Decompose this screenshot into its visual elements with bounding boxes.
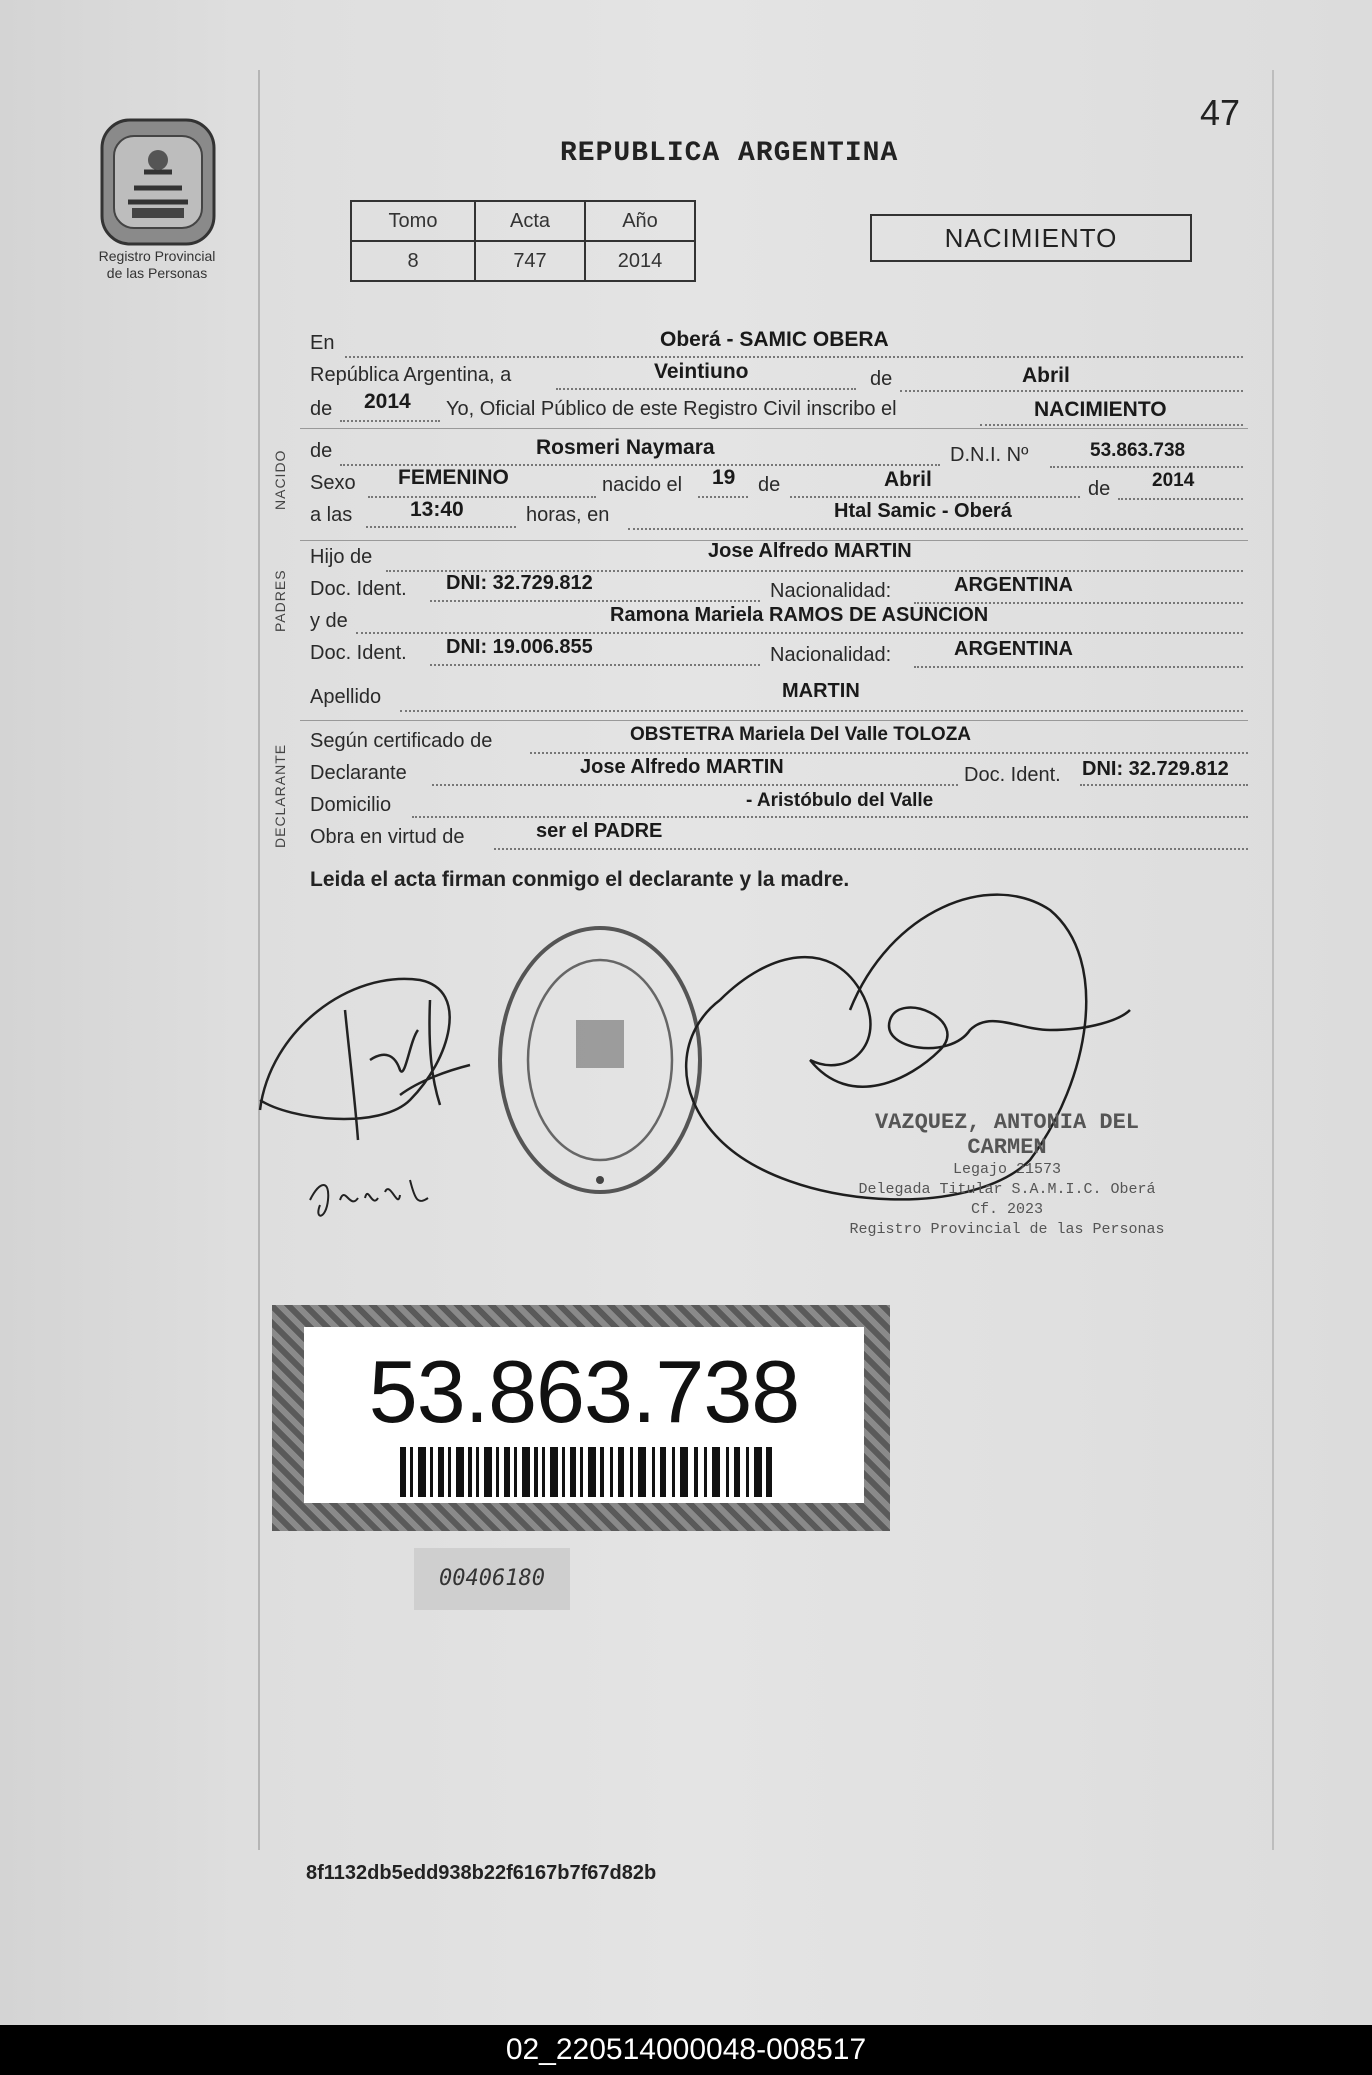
- label-de: de: [870, 368, 893, 390]
- label-domicilio: Domicilio: [310, 794, 392, 816]
- value-mother-doc: DNI: 19.006.855: [446, 636, 593, 658]
- label-en: En: [310, 332, 335, 354]
- fill-line: [790, 496, 1080, 498]
- value-father: Jose Alfredo MARTIN: [708, 540, 912, 562]
- side-label-declarante: DECLARANTE: [272, 743, 288, 848]
- header-acta: Acta: [475, 201, 585, 241]
- fill-line: [1080, 784, 1248, 786]
- label-alas: a las: [310, 504, 353, 526]
- value-birth-year: 2014: [1152, 470, 1195, 491]
- value-birth-month: Abril: [884, 468, 932, 491]
- value-sexo: FEMENINO: [398, 466, 509, 489]
- logo-caption: [72, 248, 242, 282]
- value-year: 2014: [364, 390, 411, 413]
- label-doc2: Doc. Ident.: [310, 642, 407, 664]
- value-anio: 2014: [585, 241, 695, 281]
- logo-caption-line1: Registro Provincial: [98, 248, 216, 264]
- serial-stamp: 00406180: [414, 1548, 570, 1610]
- value-child-name: Rosmeri Naymara: [536, 436, 715, 459]
- label-decl-doc: Doc. Ident.: [964, 764, 1061, 786]
- official-stamp: [842, 1110, 1172, 1240]
- logo-caption-line2: de las Personas: [106, 265, 208, 281]
- fill-line: [556, 388, 856, 390]
- document-title: REPUBLICA ARGENTINA: [560, 138, 899, 169]
- fill-line: [432, 784, 958, 786]
- official-legajo: Legajo 21573: [952, 1161, 1062, 1178]
- fill-line: [356, 632, 1243, 634]
- value-month: Abril: [1022, 364, 1070, 387]
- label-obra: Obra en virtud de: [310, 826, 465, 848]
- value-mother: Ramona Mariela RAMOS DE ASUNCION: [610, 604, 989, 626]
- value-birth-place: Htal Samic - Oberá: [834, 500, 1012, 522]
- fill-line: [698, 496, 748, 498]
- value-day: Veintiuno: [654, 360, 749, 383]
- fill-line: [914, 666, 1243, 668]
- page-number: 47: [1200, 92, 1241, 133]
- label-declarante: Declarante: [310, 762, 407, 784]
- official-role-2: Registro Provincial de las Personas: [849, 1221, 1165, 1238]
- value-apellido: MARTIN: [782, 680, 860, 702]
- official-seal: [500, 928, 700, 1192]
- label-name-de: de: [310, 440, 333, 462]
- value-inscribo: NACIMIENTO: [1034, 398, 1167, 421]
- dni-barcode-label: [272, 1305, 890, 1531]
- value-acta: 747: [475, 241, 585, 281]
- fill-line: [980, 424, 1243, 426]
- fill-line: [1050, 466, 1243, 468]
- official-name: VAZQUEZ, ANTONIA DEL CARMEN: [874, 1110, 1140, 1160]
- label-hijo: Hijo de: [310, 546, 373, 568]
- value-father-doc: DNI: 32.729.812: [446, 572, 593, 594]
- value-tomo: 8: [351, 241, 475, 281]
- fill-line: [1118, 498, 1243, 500]
- label-apellido: Apellido: [310, 686, 382, 708]
- label-nacido-el: nacido el: [602, 474, 683, 496]
- provincial-seal-logo: [88, 112, 228, 252]
- side-label-nacido: NACIDO: [272, 449, 288, 510]
- value-dni: 53.863.738: [1090, 440, 1186, 461]
- closing-statement: Leida el acta firman conmigo el declarante y la madre.: [310, 868, 850, 891]
- header-tomo: Tomo: [351, 201, 475, 241]
- fill-line: [400, 710, 1243, 712]
- value-declarante: Jose Alfredo MARTIN: [580, 756, 784, 778]
- record-type-box: NACIMIENTO: [870, 214, 1192, 262]
- fill-line: [430, 600, 760, 602]
- label-republica: República Argentina, a: [310, 364, 512, 386]
- label-oficial: Yo, Oficial Público de este Registro Civil inscribo el: [446, 398, 897, 420]
- label-doc: Doc. Ident.: [310, 578, 407, 600]
- fill-line: [340, 420, 440, 422]
- side-label-padres: PADRES: [272, 569, 288, 632]
- barcode: [400, 1447, 772, 1497]
- footer-bar: [0, 2025, 1372, 2075]
- value-domicilio: - Aristóbulo del Valle: [746, 790, 934, 811]
- registry-table: [350, 200, 696, 282]
- dni-label-inner: [304, 1327, 864, 1503]
- fill-line: [900, 390, 1243, 392]
- label-yde: y de: [310, 610, 348, 632]
- label-sexo: Sexo: [310, 472, 356, 494]
- fill-line: [412, 816, 1248, 818]
- section-separator: [300, 428, 1248, 429]
- dni-label-number: 53.863.738: [368, 1342, 800, 1441]
- header-anio: Año: [585, 201, 695, 241]
- value-certificado: OBSTETRA Mariela Del Valle TOLOZA: [630, 724, 972, 745]
- section-separator: [300, 720, 1248, 721]
- value-hour: 13:40: [410, 498, 464, 521]
- value-obra: ser el PADRE: [536, 820, 663, 842]
- value-place: Oberá - SAMIC OBERA: [660, 328, 889, 351]
- official-role-1: Delegada Titular S.A.M.I.C. Oberá Cf. 2023: [858, 1181, 1156, 1218]
- fill-line: [366, 526, 516, 528]
- fill-line: [494, 848, 1248, 850]
- label-de4: de: [1088, 478, 1111, 500]
- label-dni: D.N.I. Nº: [950, 444, 1029, 466]
- value-birth-day: 19: [712, 466, 736, 489]
- document-hash: 8f1132db5edd938b22f6167b7f67d82b: [306, 1862, 657, 1884]
- declarant-signature: [260, 979, 470, 1140]
- label-nacionalidad2: Nacionalidad:: [770, 644, 892, 666]
- value-father-nat: ARGENTINA: [954, 574, 1073, 596]
- fill-line: [368, 496, 596, 498]
- label-de3: de: [758, 474, 781, 496]
- label-de2: de: [310, 398, 333, 420]
- fill-line: [345, 356, 1243, 358]
- fill-line: [530, 752, 1248, 754]
- fill-line: [628, 528, 1243, 530]
- label-horas: horas, en: [526, 504, 610, 526]
- footer-filename: 02_220514000048-008517: [505, 2033, 867, 2066]
- value-mother-nat: ARGENTINA: [954, 638, 1073, 660]
- label-nacionalidad: Nacionalidad:: [770, 580, 892, 602]
- fill-line: [430, 664, 760, 666]
- label-certificado: Según certificado de: [310, 730, 493, 752]
- mother-signature: [310, 1180, 428, 1216]
- value-decl-doc: DNI: 32.729.812: [1082, 758, 1229, 780]
